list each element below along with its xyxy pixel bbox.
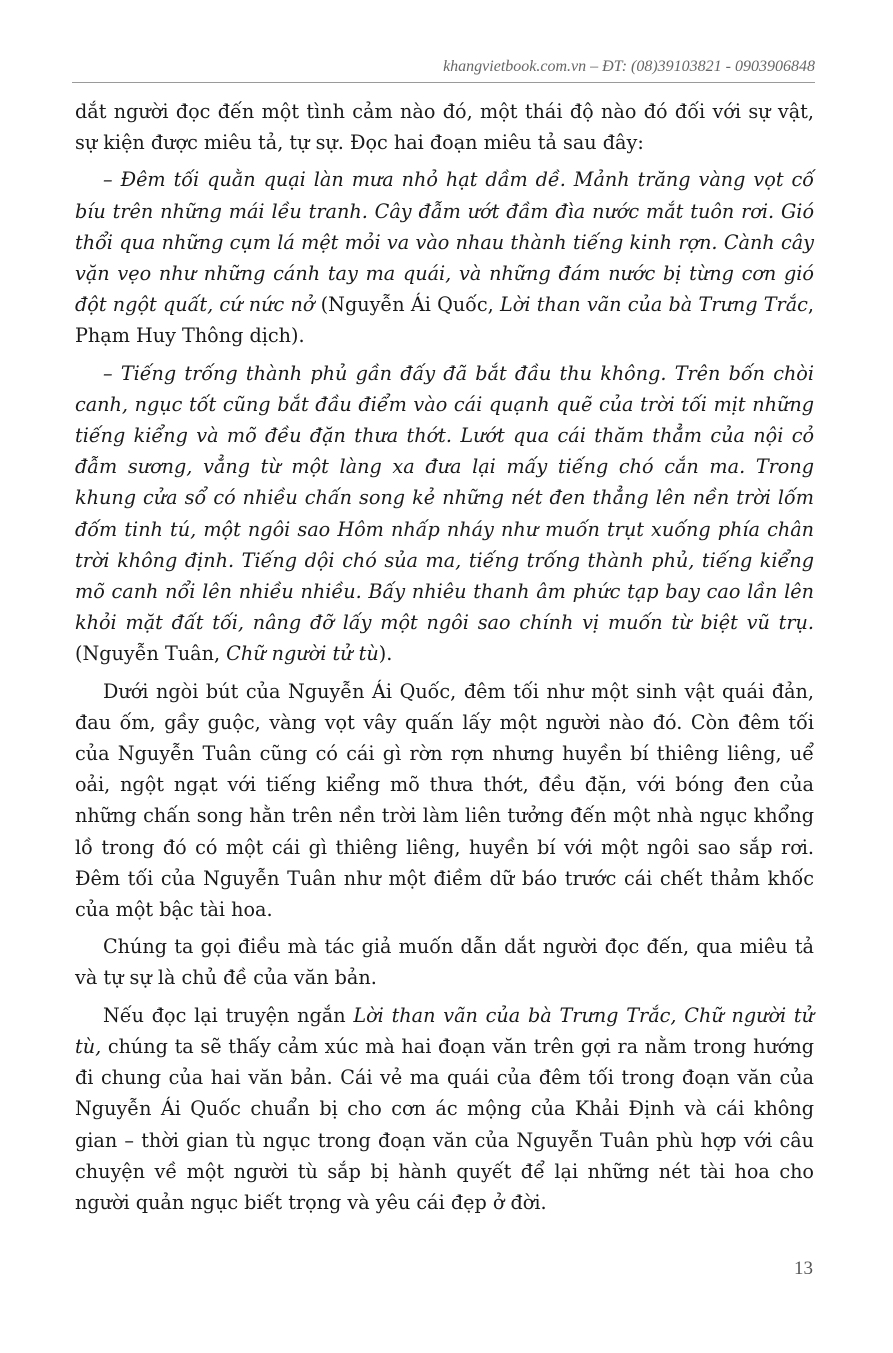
paragraph-6-rest: chúng ta sẽ thấy cảm xúc mà hai đoạn văn trên gợi ra nằm trong hướng đi chung của hai văn bản. Cái vẻ ma quái của đêm tối trong đoạn văn của Nguyễn Ái Quốc chuẩn bị cho cơn ác mộng của Khải Định và cái không gian – thời gian tù ngục trong đoạn văn của Nguyễn Tuân phù hợp với câu chuyện về một người tù sắp bị hành quyết để lại những nét tài hoa cho người quản ngục biết trọng và yêu cái đẹp ở đời. <box>75 1034 814 1214</box>
page-number: 13 <box>794 1258 813 1279</box>
quote-1-text: – Đêm tối quằn quại làn mưa nhỏ hạt dầm dề. Mảnh trăng vàng vọt cố bíu trên những mái lều tranh. Cây đẫm ướt đầm đìa nước mắt tuôn rơi. Gió thổi qua những cụm lá mệt mỏi va vào nhau thành tiếng kinh rợn. Cành cây vặn vẹo như những cánh tay ma quái, và những đám nước bị từng cơn gió đột ngột quất, cứ nức nở <box>75 168 814 317</box>
paragraph-6 <box>75 1000 814 1218</box>
paragraph-4: Dưới ngòi bút của Nguyễn Ái Quốc, đêm tối như một sinh vật quái đản, đau ốm, gầy guộc, vàng vọt vây quấn lấy một người nào đó. Còn đêm tối của Nguyễn Tuân cũng có cái gì rờn rợn nhưng huyền bí thiêng liêng, uể oải, ngột ngạt với tiếng kiểng mõ thưa thớt, đều đặn, với bóng đen của những chấn song hằn trên nền trời làm liên tưởng đến một nhà ngục khổng lồ trong đó có một cái gì thiêng liêng, huyền bí với một ngôi sao sắp rơi. Đêm tối của Nguyễn Tuân như một điềm dữ báo trước cái chết thảm khốc của một bậc tài hoa. <box>75 679 814 922</box>
paragraph-quote-1 <box>75 164 814 351</box>
quote-2-text: – Tiếng trống thành phủ gần đấy đã bắt đầu thu không. Trên bốn chòi canh, ngục tốt cũng bắt đầu điểm vào cái quạnh quẽ của trời tối mịt những tiếng kiểng và mõ đều đặn thưa thớt. Lướt qua cái thăm thẳm của nội cỏ đẫm sương, vẳng từ một làng xa đưa lại mấy tiếng chó cắn ma. Trong khung cửa sổ có nhiều chấn song kẻ những nét đen thẳng lên nền trời lốm đốm tinh tú, một ngôi sao Hôm nhấp nháy như muốn trụt xuống phía chân trời không định. Tiếng dội chó sủa ma, tiếng trống thành phủ, tiếng kiểng mõ canh nổi lên nhiều nhiều. Bấy nhiêu thanh âm phức tạp bay cao lần lên khỏi mặt đất tối, nâng đỡ lấy một ngôi sao chính vị muốn từ biệt vũ trụ. <box>75 361 814 635</box>
page-header: khangvietbook.com.vn – ĐT: (08)39103821 - 0903906848 <box>72 58 815 83</box>
quote-1-work-title: Lời than vãn của bà Trưng Trắc <box>500 293 808 317</box>
quote-1-citation-close: , Phạm Huy Thông dịch). <box>75 293 814 348</box>
paragraph-1: dắt người đọc đến một tình cảm nào đó, một thái độ nào đó đối với sự vật, sự kiện được miêu tả, tự sự. Đọc hai đoạn miêu tả sau đây: <box>75 100 814 155</box>
paragraph-5: Chúng ta gọi điều mà tác giả muốn dẫn dắt người đọc đến, qua miêu tả và tự sự là chủ đề của văn bản. <box>75 935 814 990</box>
quote-2-work-title: Chữ người tử tù <box>226 642 379 666</box>
quote-2-citation-close: ). <box>378 642 393 666</box>
quote-1-citation-open: (Nguyễn Ái Quốc, <box>314 293 501 317</box>
paragraph-6-lead: Nếu đọc lại truyện ngắn <box>103 1003 354 1027</box>
page-body <box>75 96 814 1224</box>
quote-2-citation-open: (Nguyễn Tuân, <box>75 642 227 666</box>
paragraph-6-titles: Lời than vãn của bà Trưng Trắc, Chữ người tử tù, <box>75 1003 814 1058</box>
paragraph-quote-2 <box>75 358 814 670</box>
